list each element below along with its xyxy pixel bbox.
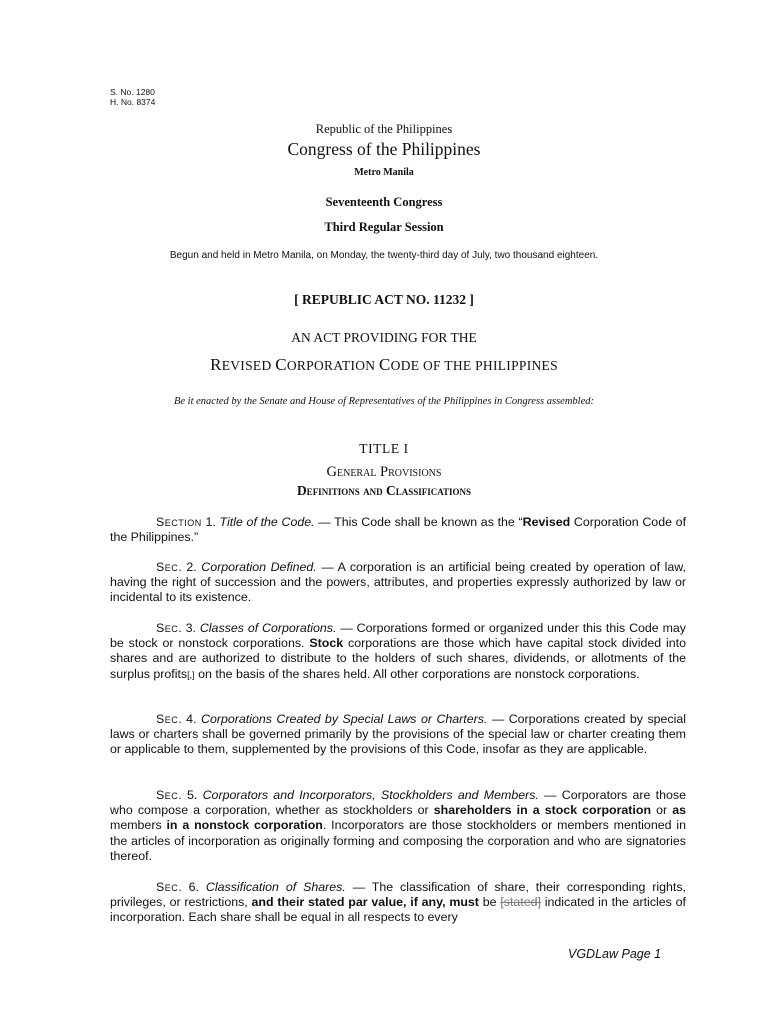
act-title-c2: C bbox=[379, 355, 391, 374]
definitions-heading: Definitions and Classifications bbox=[296, 483, 472, 498]
house-bill-number: H. No. 8374 bbox=[110, 97, 156, 107]
section-2-heading: Corporation Defined. bbox=[201, 560, 317, 574]
act-title bbox=[0, 355, 768, 375]
general-provisions-heading: General Provisions bbox=[326, 464, 442, 480]
act-providing-line: AN ACT PROVIDING FOR THE bbox=[291, 330, 477, 345]
section-4-heading: Corporations Created by Special Laws or Charters. bbox=[201, 712, 488, 726]
section-1-paragraph bbox=[110, 515, 686, 545]
act-title-r: R bbox=[210, 355, 222, 374]
section-2-label: Sec bbox=[156, 560, 179, 574]
section-6-number: . 6. bbox=[178, 880, 199, 894]
section-4-label: Sec bbox=[156, 712, 179, 726]
section-6-bold: and their stated par value, if any, must bbox=[251, 895, 479, 910]
section-1-text-end: Corporation Code of the Philippines.” bbox=[110, 515, 687, 545]
section-4-paragraph bbox=[110, 712, 686, 758]
act-title-ode: ODE OF THE PHILIPPINES bbox=[390, 358, 558, 373]
act-title-c: C bbox=[275, 355, 287, 374]
section-3-number: . 3. bbox=[178, 621, 196, 635]
section-5-bold-2: as bbox=[672, 803, 686, 818]
act-title-orporation: ORPORATION bbox=[286, 358, 376, 373]
session-line: Third Regular Session bbox=[324, 220, 444, 234]
enacting-clause: Be it enacted by the Senate and House of Representatives of the Philippines in Congress assembled: bbox=[173, 396, 594, 407]
section-1-label: Section bbox=[156, 515, 202, 529]
section-1-text: — This Code shall be known as the “ bbox=[314, 515, 523, 529]
section-6-text-end: indicated in the articles of incorporation. Each share shall be equal in all respects to every bbox=[110, 895, 686, 925]
section-5-text-end: . Incorporators are those stockholders or members mentioned in the articles of incorporation as originally forming and composing the corporation and who are signatories thereof. bbox=[110, 818, 686, 863]
congress-line: Congress of the Philippines bbox=[287, 139, 481, 159]
section-3-paragraph bbox=[110, 621, 686, 683]
section-5-text-2: or bbox=[651, 803, 673, 818]
section-6-strikethrough: [stated] bbox=[500, 895, 541, 910]
senate-bill-number: S. No. 1280 bbox=[110, 87, 155, 97]
section-3-text-mid: corporations are those which have capital stock divided into shares and are authorized to distribute to the holders of such shares, dividends, or allotments of the surplus profits bbox=[110, 636, 686, 681]
section-5-bold-1: shareholders in a stock corporation bbox=[433, 803, 652, 818]
section-1-heading: Title of the Code. bbox=[219, 515, 315, 529]
republic-line: Republic of the Philippines bbox=[315, 122, 453, 136]
section-4-text: — Corporations created by special laws or charters shall be governed primarily by the provisions of the special law or charter creating them or applicable to them, supplemented by the provisions of this Code, insofar as they are applicable. bbox=[110, 712, 687, 757]
section-6-heading: Classification of Shares. bbox=[205, 880, 346, 894]
section-5-heading: Corporators and Incorporators, Stockholders and Members. bbox=[202, 788, 539, 802]
section-4-number: . 4. bbox=[178, 712, 197, 726]
section-6-text: — The classification of share, their corresponding rights, privileges, or restrictions, bbox=[110, 880, 687, 910]
section-6-text-2: be bbox=[478, 895, 501, 910]
page-footer: VGDLaw Page 1 bbox=[568, 947, 662, 961]
title-heading: TITLE I bbox=[359, 441, 409, 456]
republic-act-number: [ REPUBLIC ACT NO. 11232 ] bbox=[294, 292, 474, 307]
section-5-number: . 5. bbox=[178, 788, 198, 802]
section-3-heading: Classes of Corporations. bbox=[199, 621, 337, 635]
section-3-text-end: on the basis of the shares held. All other corporations are nonstock corporations. bbox=[194, 666, 640, 681]
section-3-text: — Corporations formed or organized under this this Code may be stock or nonstock corporations. bbox=[110, 621, 686, 651]
congress-number-line: Seventeenth Congress bbox=[325, 195, 443, 209]
section-1-bold: Revised bbox=[522, 515, 571, 529]
section-3-label: Sec bbox=[156, 621, 179, 635]
begun-held-line: Begun and held in Metro Manila, on Monday, the twenty-third day of July, two thousand eighteen. bbox=[169, 250, 599, 261]
section-2-text: — A corporation is an artificial being created by operation of law, having the right of succession and the powers, attributes, and properties expressly authorized by law or incidental to its existence. bbox=[110, 560, 687, 605]
section-6-paragraph bbox=[110, 880, 686, 926]
section-6-label: Sec bbox=[156, 880, 179, 894]
section-3-bracket: [,] bbox=[187, 669, 195, 680]
section-5-bold-3: in a nonstock corporation bbox=[166, 818, 323, 833]
metro-manila-line: Metro Manila bbox=[354, 167, 414, 178]
section-5-text: — Corporators are those who compose a corporation, whether as stockholders or bbox=[110, 788, 686, 818]
section-3-bold: Stock bbox=[309, 636, 344, 651]
section-5-paragraph bbox=[110, 788, 686, 864]
section-5-label: Sec bbox=[156, 788, 179, 802]
act-title-evised: EVISED bbox=[221, 358, 272, 373]
section-2-number: . 2. bbox=[178, 560, 197, 574]
section-2-paragraph bbox=[110, 560, 686, 606]
section-1-number: 1. bbox=[205, 515, 216, 529]
section-5-text-3: members bbox=[110, 818, 167, 833]
